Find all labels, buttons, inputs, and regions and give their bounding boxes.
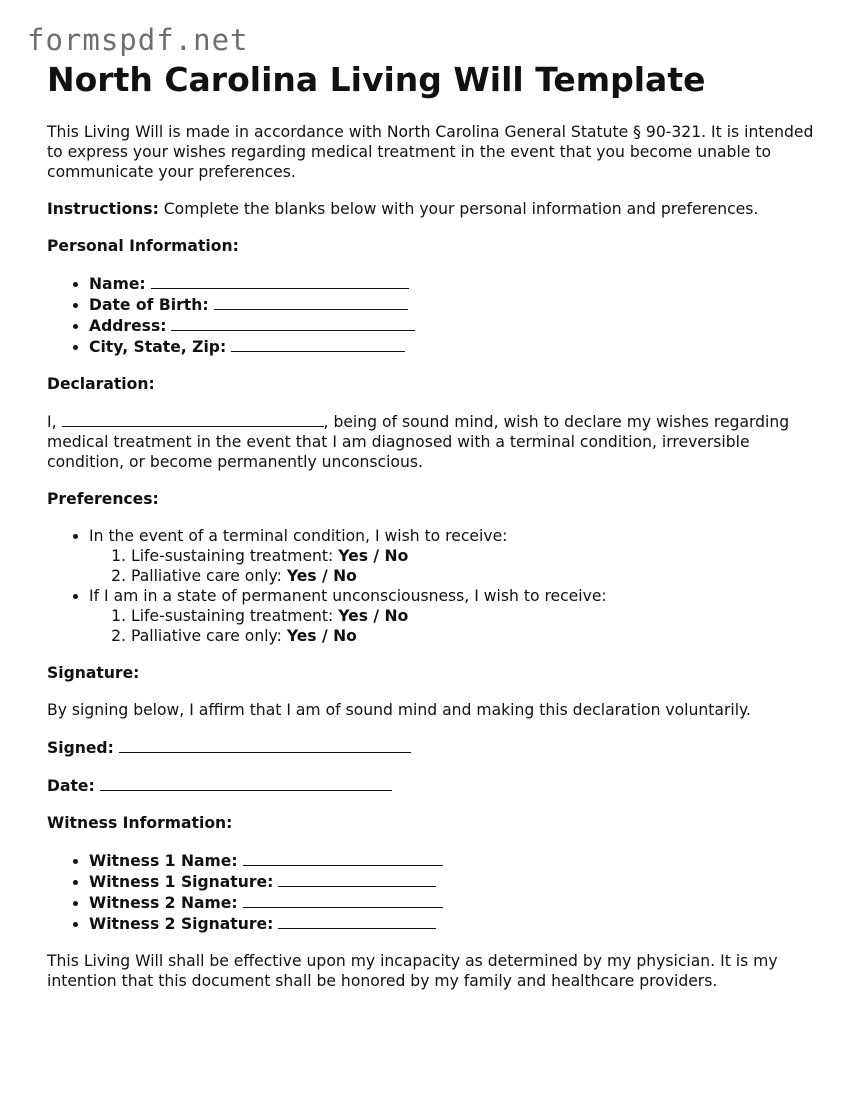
list-item <box>89 294 817 315</box>
page-title: North Carolina Living Will Template <box>47 60 706 99</box>
list-item <box>89 892 817 913</box>
yes-no-choice[interactable]: Yes / No <box>338 547 409 565</box>
instructions-label: Instructions: <box>47 200 159 218</box>
list-item <box>89 850 817 871</box>
list-item: 1. Life-sustaining treatment: Yes / No <box>131 606 817 626</box>
date-blank[interactable] <box>100 775 392 791</box>
closing-paragraph: This Living Will shall be effective upon my incapacity as determined by my physician. It is my intention that this document shall be honored by my family and healthcare providers. <box>47 952 778 990</box>
witness-2-signature-blank[interactable] <box>278 913 436 929</box>
list-item: 2. Palliative care only: Yes / No <box>131 626 817 646</box>
unconscious-options <box>89 606 817 646</box>
witness-2-name-blank[interactable] <box>243 892 443 908</box>
list-item <box>89 336 817 357</box>
signed-blank[interactable] <box>119 737 411 753</box>
declaration-paragraph: I, , being of sound mind, wish to declare my wishes regarding medical treatment in the event that I am diagnosed with a terminal condition, irreversible condition, or become permanently unconscious. <box>47 413 790 471</box>
terminal-options <box>89 546 817 586</box>
yes-no-choice[interactable]: Yes / No <box>286 627 357 645</box>
date-line: Date: <box>47 775 817 796</box>
name-blank[interactable] <box>151 273 409 289</box>
personal-info-heading: Personal Information: <box>47 237 239 255</box>
document-body <box>47 122 817 1008</box>
address-blank[interactable] <box>171 315 415 331</box>
list-item <box>89 315 817 336</box>
intro-paragraph: This Living Will is made in accordance with North Carolina General Statute § 90-321. It is intended to express your wishes regarding medical treatment in the event that you become unable to communicate your preferences. <box>47 123 814 181</box>
yes-no-choice[interactable]: Yes / No <box>338 607 409 625</box>
witness-1-signature-label: Witness 1 Signature: <box>89 873 274 891</box>
signed-line: Signed: <box>47 737 817 758</box>
witness-2-name-label: Witness 2 Name: <box>89 894 238 912</box>
signature-paragraph: By signing below, I affirm that I am of sound mind and making this declaration voluntarily. <box>47 701 751 719</box>
instructions-paragraph <box>47 199 817 219</box>
name-label: Name: <box>89 275 146 293</box>
witness-2-signature-label: Witness 2 Signature: <box>89 915 274 933</box>
list-item: 1. Life-sustaining treatment: Yes / No <box>131 546 817 566</box>
signature-heading: Signature: <box>47 664 140 682</box>
dob-label: Date of Birth: <box>89 296 209 314</box>
city-state-zip-label: City, State, Zip: <box>89 338 227 356</box>
declarant-name-blank[interactable] <box>62 411 324 427</box>
city-state-zip-blank[interactable] <box>231 336 405 352</box>
declaration-heading: Declaration: <box>47 375 155 393</box>
witness-heading: Witness Information: <box>47 814 233 832</box>
witness-list <box>47 850 817 934</box>
list-item <box>89 913 817 934</box>
list-item <box>89 273 817 294</box>
preferences-list <box>47 526 817 646</box>
yes-no-choice[interactable]: Yes / No <box>286 567 357 585</box>
address-label: Address: <box>89 317 167 335</box>
watermark: formspdf.net <box>27 23 249 57</box>
witness-1-name-blank[interactable] <box>243 850 443 866</box>
dob-blank[interactable] <box>214 294 408 310</box>
instructions-text: Complete the blanks below with your personal information and preferences. <box>158 200 759 218</box>
list-item <box>89 871 817 892</box>
personal-info-list <box>47 273 817 357</box>
preferences-heading: Preferences: <box>47 490 159 508</box>
witness-1-name-label: Witness 1 Name: <box>89 852 238 870</box>
list-item: 2. Palliative care only: Yes / No <box>131 566 817 586</box>
terminal-condition-item: • In the event of a terminal condition, I wish to receive: 1. Life-sustaining treatment: Yes / No 2. Palliative care only: Yes / No <box>89 526 817 586</box>
unconscious-condition-item: • If I am in a state of permanent unconsciousness, I wish to receive: 1. Life-sustaining treatment: Yes / No 2. Palliative care only: Yes / No <box>89 586 817 646</box>
witness-1-signature-blank[interactable] <box>278 871 436 887</box>
